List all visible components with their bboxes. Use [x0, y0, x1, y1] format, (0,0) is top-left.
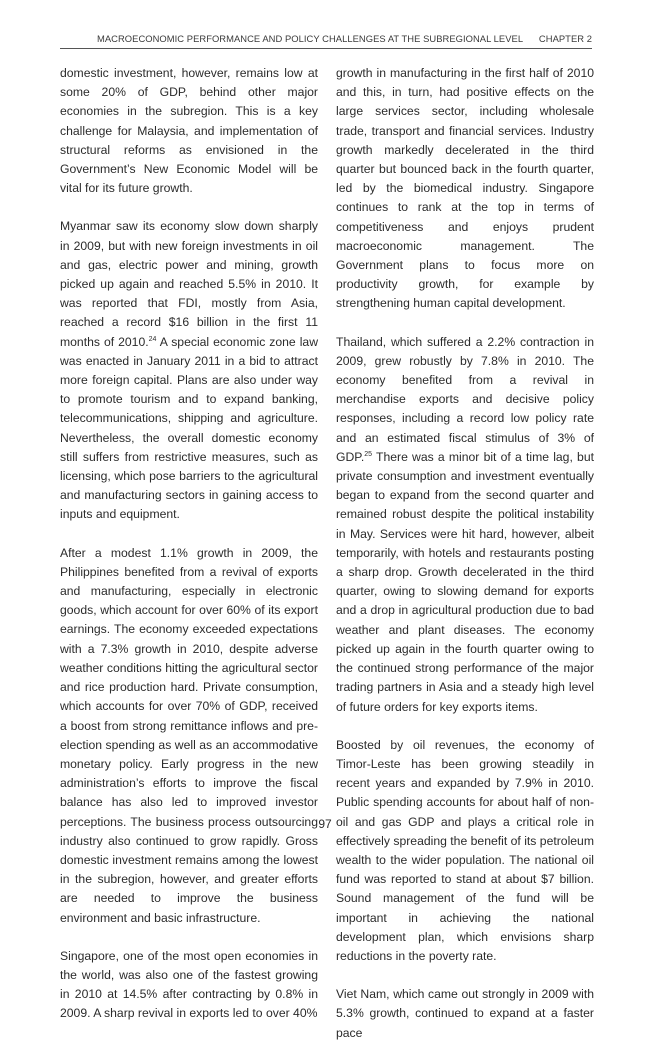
myanmar-text-b: A special economic zone law was enacted in January 2011 in a bid to attract more foreign capital. Plans are also under way to promote tourism and to expand banking, telecommunications, shipping and agriculture. Nevertheless, the overall domestic economy still suffers from restrictive measures, such as licensing, which pose barriers to the agricultural and manufacturing sectors in gaining access to inputs and equipment. — [60, 334, 318, 522]
header-rule — [60, 48, 592, 49]
left-column — [60, 64, 318, 1024]
paragraph-philippines: After a modest 1.1% growth in 2009, the Philippines benefited from a revival of exports and manufacturing, especially in electronic goods, which account for over 60% of its export earnings. The economy exceeded expectations with a 7.3% growth in 2010, despite adverse weather conditions hitting the agricultural sector and rice production hard. Private consumption, which accounts for over 70% of GDP, received a boost from strong remittance inflows and pre-election spending as well as an accommodative monetary policy. Early progress in the new administration’s efforts to improve the fiscal balance has also led to improved investor perceptions. The business process outsourcing industry also continued to grow rapidly. Gross domestic investment remains among the lowest in the subregion, however, and greater efforts are needed to improve the business environment and basic infrastructure. — [60, 545, 318, 925]
running-head-title: MACROECONOMIC PERFORMANCE AND POLICY CHALLENGES AT THE SUBREGIONAL LEVEL — [97, 33, 524, 44]
paragraph-malaysia-investment: domestic investment, however, remains low at some 20% of GDP, behind other major economies in the subregion. This is a key challenge for Malaysia, and implementation of structural reforms as envisioned in the Government’s New Economic Model will be vital for its future growth. — [60, 66, 318, 196]
paragraph-singapore-cont: growth in manufacturing in the first half of 2010 and this, in turn, had positive effects on the large services sector, including wholesale trade, transport and financial services. Industry growth markedly decelerated in the third quarter but bounced back in the fourth quarter, led by the biomedical industry. Singapore continues to rank at the top in terms of competitiveness and enjoys prudent macroeconomic management. The Government plans to focus more on productivity growth, for example by strengthening human capital development. — [336, 66, 594, 311]
thailand-text-b: There was a minor bit of a time lag, but private consumption and investment eventually began to expand from the second quarter and remained robust despite the political instability in May. Services were hit hard, however, albeit temporarily, with hotels and restaurants posting a sharp drop. Growth decelerated in the third quarter, owing to slowing demand for exports and a drop in agricultural production due to bad weather and plant diseases. The economy picked up again in the fourth quarter owing to the continued strong performance of the major trading partners in Asia and a steady high level of future orders for key exports items. — [336, 449, 594, 714]
paragraph-singapore-start: Singapore, one of the most open economies in the world, was also one of the fastest growing in 2010 at 14.5% after contracting by 0.8% in 2009. A sharp revival in exports led to over 40% — [60, 948, 318, 1021]
paragraph-myanmar — [60, 217, 318, 524]
paragraph-thailand — [336, 333, 594, 717]
myanmar-text-a: Myanmar saw its economy slow down sharply in 2009, but with new foreign investments in oil and gas, electric power and mining, growth picked up again and reached 5.5% in 2010. It was reported that FDI, mostly from Asia, reached a record $16 billion in the first 11 months of 2010. — [60, 219, 318, 349]
chapter-label: CHAPTER 2 — [538, 33, 592, 44]
footnote-ref-25[interactable]: 25 — [364, 450, 373, 458]
paragraph-viet-nam: Viet Nam, which came out strongly in 2009 with 5.3% growth, continued to expand at a faster pace — [336, 987, 594, 1040]
footnote-ref-24[interactable]: 24 — [148, 335, 157, 343]
right-column — [336, 64, 594, 1043]
thailand-text-a: Thailand, which suffered a 2.2% contraction in 2009, grew robustly by 7.8% in 2010. The economy benefited from a revival in merchandise exports and decisive policy responses, including a record low policy rate and an estimated fiscal stimulus of 3% of GDP. — [336, 334, 594, 464]
paragraph-timor-leste: Boosted by oil revenues, the economy of Timor-Leste has been growing steadily in recent years and expanded by 7.9% in 2010. Public spending accounts for about half of non-oil and gas GDP and plays a critical role in effectively spreading the benefit of its petroleum wealth to the wider population. The national oil fund was reported to stand at about $7 billion. Sound management of the fund will be important in achieving the national development plan, which envisions sharp reductions in the poverty rate. — [336, 737, 594, 963]
page-number: 97 — [318, 817, 332, 831]
